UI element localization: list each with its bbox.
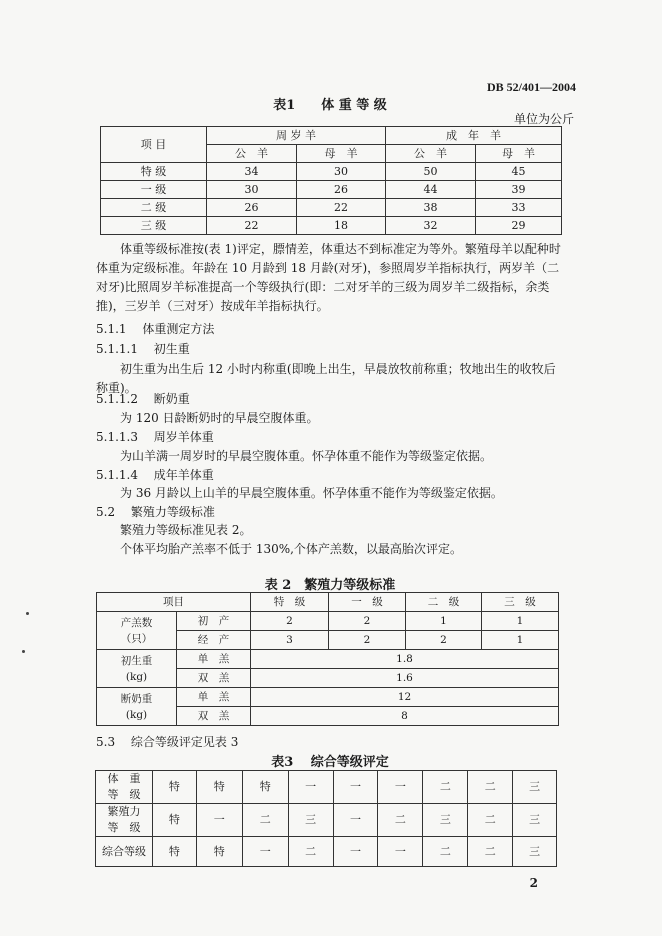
value-cell: 一 [333,837,378,867]
t2-header-item: 项目 [97,593,251,612]
value-cell: 38 [386,199,476,217]
value-cell: 22 [207,217,297,235]
table-row [96,837,557,867]
scan-speck [26,612,29,615]
table3-caption: 表3 综合等级评定 [271,755,389,770]
value-cell: 12 [251,688,559,707]
section-5-1-1-2: 5.1.1.2 断奶重 [96,392,190,406]
t1-header-item: 项 目 [101,127,207,163]
value-cell: 22 [297,199,386,217]
value-cell: 1.8 [251,650,559,669]
table2-caption: 表 2 繁殖力等级标准 [264,578,396,593]
value-cell: 特 [152,804,196,837]
row-label [96,804,153,837]
t2-header-special: 特 级 [251,593,329,612]
t2-label-birth-name: 初生重 [120,654,153,667]
paragraph-fertility-ref: 繁殖力等级标准见表 2。 [120,523,252,537]
t2-sublabel: 单 羔 [177,688,251,707]
value-cell: 26 [207,199,297,217]
document-number: DB 52/401—2004 [486,80,576,94]
t2-label-birth-unit: (kg) [125,670,148,683]
value-cell: 2 [329,612,406,631]
t1-header-yearling: 周 岁 羊 [207,127,386,145]
table-row [97,612,559,631]
value-cell: 二 [242,804,288,837]
value-cell: 二 [288,837,333,867]
value-cell: 特 [242,771,288,804]
grade-cell: 特 级 [101,163,207,181]
paragraph-birth-weight: 初生重为出生后 12 小时内称重(即晚上出生，早晨放牧前称重；牧地出生的收牧后称重)。 [96,362,556,395]
value-cell: 一 [196,804,242,837]
table-overall-grade [95,770,557,867]
table-weight-grades [100,126,562,235]
value-cell: 特 [152,771,196,804]
value-cell: 3 [251,631,329,650]
t2-label-weaning [97,688,177,726]
t1-header-ram: 公 羊 [207,145,297,163]
table-row [96,804,557,837]
t2-sublabel: 单 羔 [177,650,251,669]
section-5-3: 5.3 综合等级评定见表 3 [96,735,239,749]
row-label-line2: 等 级 [107,821,141,834]
grade-cell: 二 级 [101,199,207,217]
paragraph-weight-grading: 体重等级标准按(表 1)评定，膘情差，体重达不到标准定为等外。繁殖母羊以配种时体重为定级标准。年龄在 10 月龄到 18 月龄(对牙)，参照周岁羊指标执行，两岁羊（二对牙)比照周岁羊标准提高一个等级执行(即：二对牙羊的三级为周岁羊二级指标，余类推)，三岁羊（三对牙）按成年羊指标执行。 [96,242,561,313]
value-cell: 二 [423,771,468,804]
value-cell: 26 [297,181,386,199]
t2-label-weaning-name: 断奶重 [120,692,153,705]
value-cell: 特 [152,837,196,867]
table-row [101,199,562,217]
paragraph-yearling-weight: 为山羊满一周岁时的早晨空腹体重。怀孕体重不能作为等级鉴定依据。 [120,449,493,463]
value-cell: 45 [476,163,562,181]
value-cell: 18 [297,217,386,235]
value-cell: 44 [386,181,476,199]
value-cell: 三 [423,804,468,837]
value-cell: 50 [386,163,476,181]
value-cell: 33 [476,199,562,217]
t2-sublabel: 经 产 [177,631,251,650]
value-cell: 30 [207,181,297,199]
t2-label-litter-unit: （只） [120,632,153,645]
value-cell: 特 [196,771,242,804]
value-cell: 三 [513,804,557,837]
value-cell: 二 [468,804,513,837]
value-cell: 34 [207,163,297,181]
t1-header-ewe: 母 羊 [297,145,386,163]
value-cell: 1 [406,612,482,631]
t2-label-weaning-unit: (kg) [125,708,148,721]
paragraph-weaning-weight: 为 120 日龄断奶时的早晨空腹体重。 [120,411,319,425]
row-label-line1: 体 重 [107,772,141,785]
t2-sublabel: 初 产 [177,612,251,631]
value-cell: 一 [333,771,378,804]
section-5-1-1-3: 5.1.1.3 周岁羊体重 [96,430,214,444]
row-label [96,771,153,804]
value-cell: 一 [242,837,288,867]
t2-header-third: 三 级 [482,593,559,612]
section-5-1-1: 5.1.1 体重测定方法 [96,322,215,336]
paragraph-adult-weight: 为 36 月龄以上山羊的早晨空腹体重。怀孕体重不能作为等级鉴定依据。 [120,486,503,500]
value-cell: 32 [386,217,476,235]
t1-header-adult: 成 年 羊 [386,127,562,145]
t2-sublabel: 双 羔 [177,669,251,688]
t2-label-litter [97,612,177,650]
row-label-line2: 等 级 [107,788,141,801]
value-cell: 一 [333,804,378,837]
t2-header-first: 一 级 [329,593,406,612]
table-row [97,688,559,707]
value-cell: 二 [423,837,468,867]
table-row [97,650,559,669]
value-cell: 39 [476,181,562,199]
value-cell: 二 [468,837,513,867]
value-cell: 一 [288,771,333,804]
t2-sublabel: 双 羔 [177,707,251,726]
value-cell: 1 [482,631,559,650]
t1-header-ram: 公 羊 [386,145,476,163]
section-5-1-1-4: 5.1.1.4 成年羊体重 [96,468,214,482]
t1-header-ewe: 母 羊 [476,145,562,163]
value-cell: 一 [378,771,423,804]
row-label-line1: 繁殖力 [107,805,141,818]
value-cell: 一 [378,837,423,867]
value-cell: 30 [297,163,386,181]
value-cell: 2 [406,631,482,650]
paragraph-litter-rate: 个体平均胎产羔率不低于 130%,个体产羔数，以最高胎次评定。 [120,542,462,556]
table1-unit: 单位为公斤 [513,112,574,126]
table-row [101,217,562,235]
section-5-2: 5.2 繁殖力等级标准 [96,505,215,519]
page-number: 2 [529,876,538,890]
table-row [101,163,562,181]
table-row [101,181,562,199]
scan-speck [22,650,25,653]
table-fertility-grades [96,592,559,726]
grade-cell: 三 级 [101,217,207,235]
row-label: 综合等级 [96,837,153,867]
value-cell: 1.6 [251,669,559,688]
grade-cell: 一 级 [101,181,207,199]
table1-caption: 表1 体 重 等 级 [273,98,387,113]
value-cell: 2 [251,612,329,631]
value-cell: 29 [476,217,562,235]
section-5-1-1-1: 5.1.1.1 初生重 [96,342,190,356]
value-cell: 1 [482,612,559,631]
t2-label-litter-name: 产羔数 [120,616,153,629]
value-cell: 二 [468,771,513,804]
value-cell: 三 [513,837,557,867]
value-cell: 三 [513,771,557,804]
value-cell: 特 [196,837,242,867]
value-cell: 2 [329,631,406,650]
value-cell: 8 [251,707,559,726]
t2-header-second: 二 级 [406,593,482,612]
value-cell: 二 [378,804,423,837]
value-cell: 三 [288,804,333,837]
table-row [96,771,557,804]
t2-label-birth [97,650,177,688]
